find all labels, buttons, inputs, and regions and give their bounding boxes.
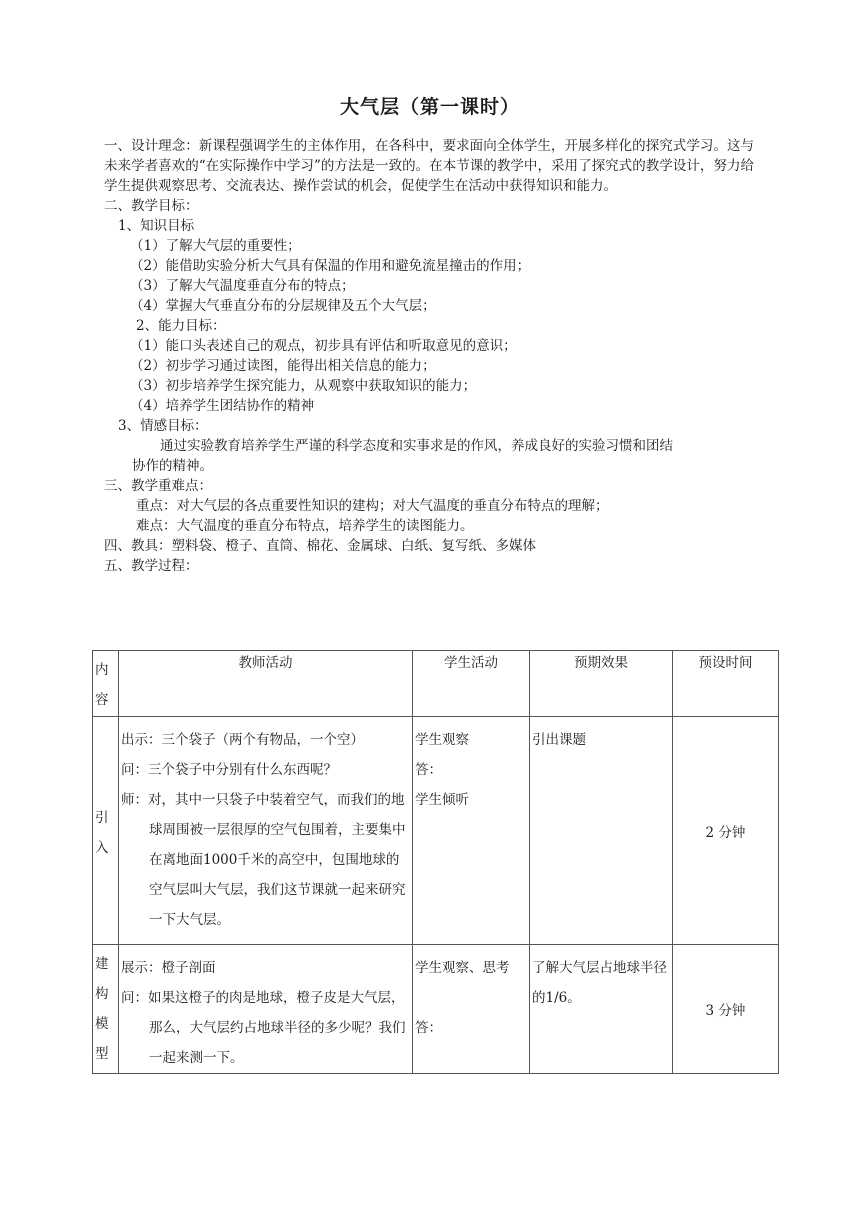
key-point-text: 重点：对大气层的各点重要性知识的建构；对大气温度的垂直分布特点的理解； [136,498,609,514]
teacher-activity-cell [119,945,413,1074]
ability-goal-item: （3）初步培养学生探究能力，从观察中获取知识的能力； [130,378,477,394]
student-activity-cell [413,945,530,1074]
section-char: 引 [95,809,109,826]
teacher-line: 问：如果这橙子的肉是地球，橙子皮是大气层，那么，大气层约占地球半径的多少呢？我们一起来测一下。 [121,990,406,1066]
teacher-line: 师：对，其中一只袋子中装着空气，而我们的地球周围被一层很厚的空气包围着，主要集中在离地面1000千米的高空中，包围地球的空气层叫大气层，我们这节课就一起来研究一下大气层。 [121,792,406,928]
emotion-goals-heading: 3、情感目标： [118,418,208,434]
student-line: 学生观察 [415,732,469,748]
teacher-activity-cell [119,717,413,945]
section-char: 型 [95,1046,109,1062]
teaching-process-heading: 五、教学过程： [104,558,199,574]
header-content-char: 容 [95,692,109,708]
expected-effect-cell [530,945,673,1074]
teacher-line: 问：三个袋子中分别有什么东西呢？ [121,762,337,778]
section-char: 构 [95,986,109,1002]
planned-time-cell: 2 分钟 [673,717,779,945]
emotion-goal-text-line2: 协作的精神。 [132,458,213,474]
emotion-goal-text-line1: 通过实验教育培养学生严谨的科学态度和实事求是的作风，养成良好的实验习惯和团结 [160,438,673,454]
ability-goals-heading: 2、能力目标： [136,318,226,334]
student-activity-cell [413,717,530,945]
design-concept-text: 新课程强调学生的主体作用，在各科中，要求面向全体学生，开展多样化的探究式学习。这与未来学者喜欢的“在实际操作中学习”的方法是一致的。在本节课的教学中，采用了探究式的教学设计，努力给学生提供观察思考、交流表达、操作尝试的机会，促使学生在活动中获得知识和能力。 [104,138,755,194]
header-student-activity: 学生活动 [413,651,530,717]
knowledge-goal-item: （3）了解大气温度垂直分布的特点； [130,278,355,294]
table-row-intro [93,717,779,945]
section-cell-intro [93,717,119,945]
lesson-plan-table [92,650,779,1074]
expected-effect-cell [530,717,673,945]
ability-goal-item: （2）初步学习通过读图，能得出相关信息的能力； [130,358,436,374]
section-char: 入 [95,839,109,856]
section-char: 建 [95,956,109,972]
key-points-heading: 三、教学重难点： [104,478,212,494]
table-header-row [93,651,779,717]
goals-heading: 二、教学目标： [104,198,199,214]
teacher-line: 出示：三个袋子（两个有物品，一个空） [121,732,364,748]
header-content-char: 内 [95,662,109,678]
section-cell-model [93,945,119,1074]
section-char: 模 [95,1016,109,1032]
difficult-point-text: 难点：大气温度的垂直分布特点，培养学生的读图能力。 [136,518,474,534]
knowledge-goal-item: （4）掌握大气垂直分布的分层规律及五个大气层； [130,298,436,314]
page-title: 大气层（第一课时） [339,96,520,118]
planned-time-cell: 3 分钟 [673,945,779,1074]
knowledge-goal-item: （2）能借助实验分析大气具有保温的作用和避免流星撞击的作用； [130,258,531,274]
knowledge-goal-item: （1）了解大气层的重要性； [130,238,301,254]
header-content [93,651,119,717]
teacher-line: 展示：橙子剖面 [121,960,216,976]
effect-text: 了解大气层占地球半径的1/6。 [532,960,667,1006]
ability-goal-item: （4）培养学生团结协作的精神 [130,398,315,414]
ability-goal-item: （1）能口头表述自己的观点，初步具有评估和听取意见的意识； [130,338,517,354]
header-planned-time: 预设时间 [673,651,779,717]
student-line: 学生倾听 [415,792,469,808]
table-row-model [93,945,779,1074]
document-body [104,136,754,576]
effect-text: 引出课题 [532,732,586,748]
knowledge-goals-heading: 1、知识目标 [118,218,195,234]
student-line: 答： [415,1020,442,1036]
design-concept-paragraph [104,136,754,196]
teaching-tools: 四、教具：塑料袋、橙子、直筒、棉花、金属球、白纸、复写纸、多媒体 [104,538,536,554]
header-expected-effect: 预期效果 [530,651,673,717]
header-teacher-activity: 教师活动 [119,651,413,717]
student-line: 学生观察、思考 [415,960,510,976]
design-concept-heading: 一、设计理念： [104,138,199,154]
student-line: 答： [415,762,442,778]
